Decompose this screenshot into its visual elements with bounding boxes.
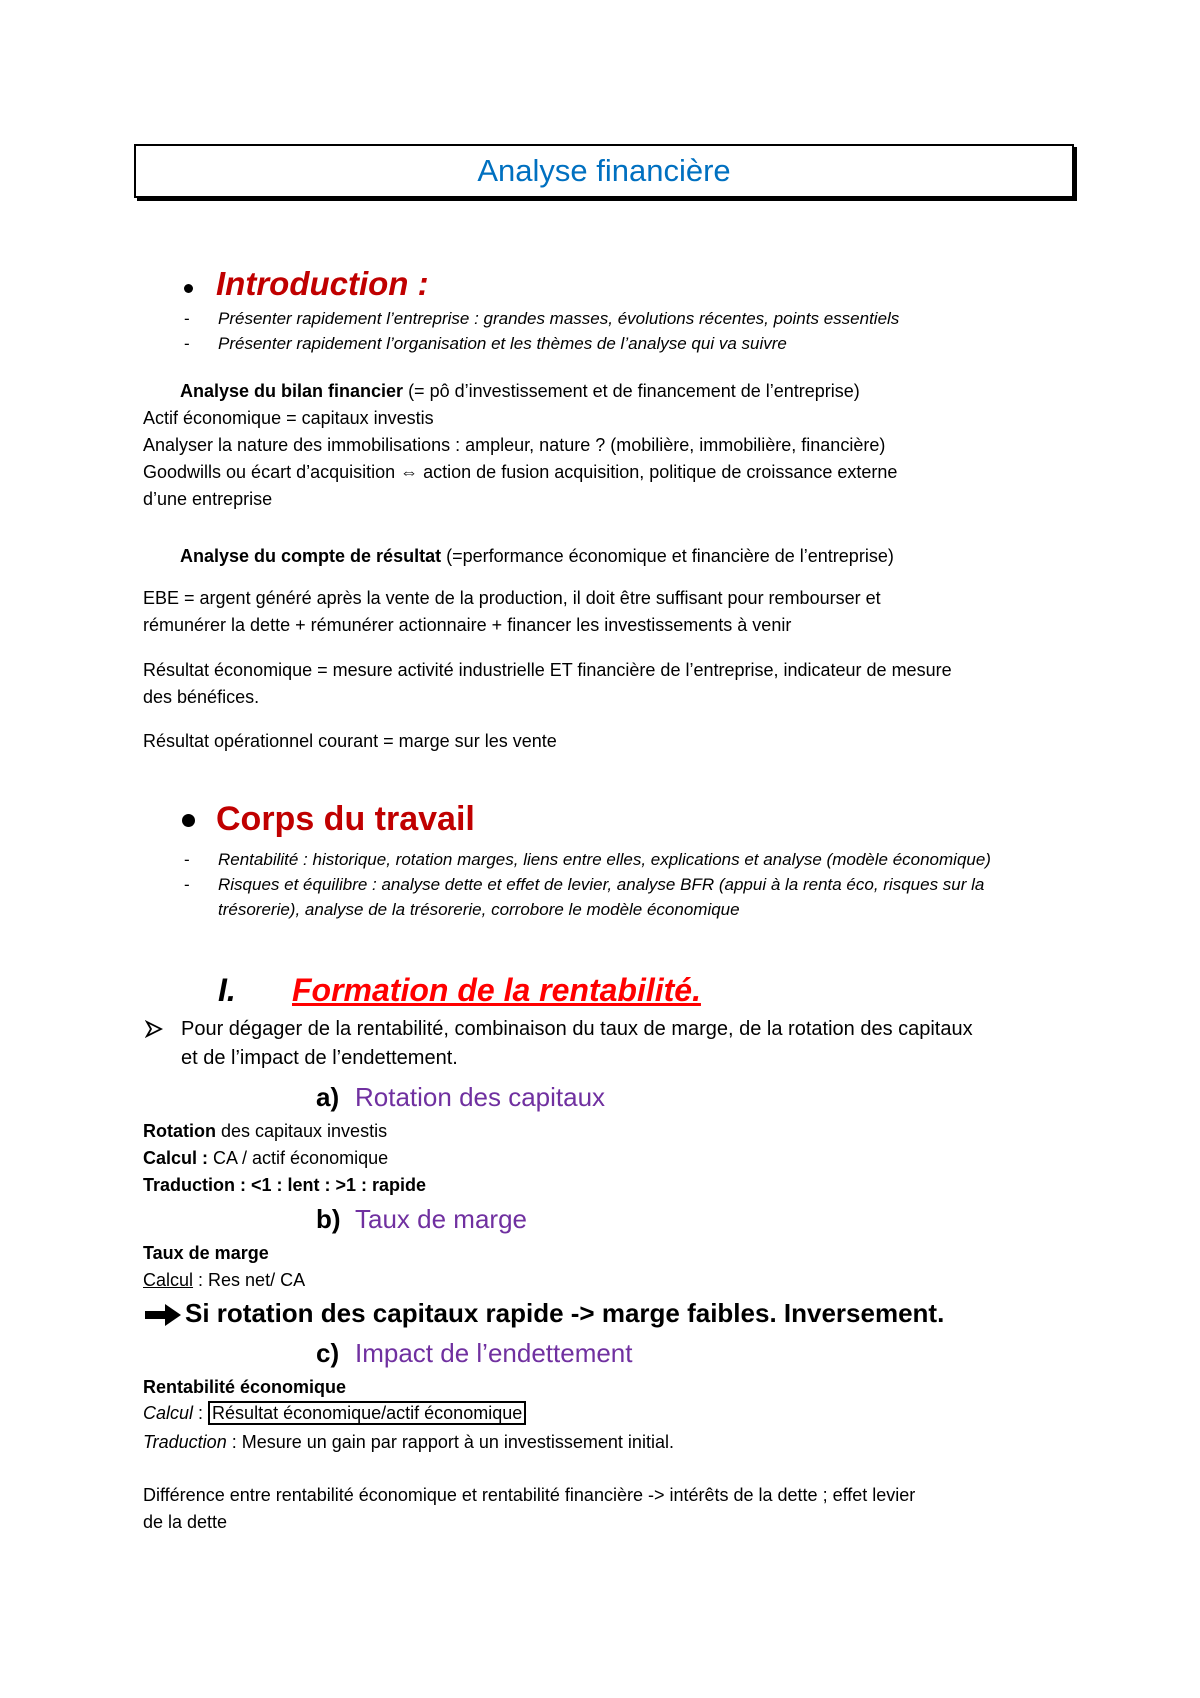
- sub-c-diff-b: de la dette: [143, 1512, 228, 1532]
- corps-item-2b: trésorerie), analyse de la trésorerie, corrobore le modèle économique: [218, 900, 740, 919]
- sub-c-calc-colon: :: [193, 1403, 209, 1423]
- bilan-heading-rest: (= pô d’investissement et de financement de l’entreprise): [403, 381, 860, 401]
- sub-a-title: Rotation des capitaux: [355, 1082, 606, 1112]
- bullet-icon: [182, 814, 195, 827]
- section-title: Formation de la rentabilité.: [292, 972, 701, 1008]
- sub-a-line-3: Traduction : <1 : lent : >1 : rapide: [143, 1175, 427, 1195]
- bilan-line-3a: Goodwills ou écart d’acquisition ⇔ action de fusion acquisition, politique de croissance externe: [143, 462, 898, 482]
- bilan-line-1: Actif économique = capitaux investis: [143, 408, 434, 428]
- sub-c-trad-label: Traduction: [143, 1432, 227, 1452]
- sub-b-calc-rest: : Res net/ CA: [193, 1270, 306, 1290]
- sub-c-calc-label: Calcul: [143, 1403, 194, 1423]
- sub-a-line-1: [143, 1121, 387, 1142]
- dash-icon: -: [184, 875, 190, 894]
- sub-b-line-1: Taux de marge: [143, 1243, 269, 1263]
- section-intro-a: Pour dégager de la rentabilité, combinaison du taux de marge, de la rotation des capitaux: [181, 1018, 973, 1040]
- sub-a-letter: a): [316, 1082, 340, 1112]
- sub-c-letter: c): [316, 1338, 340, 1368]
- intro-item-2: Présenter rapidement l’organisation et les thèmes de l’analyse qui va suivre: [218, 334, 787, 353]
- sub-c-line-1: Rentabilité économique: [143, 1377, 347, 1397]
- sub-a-line-2: [143, 1148, 388, 1169]
- res-eco-line-a: Résultat économique = mesure activité industrielle ET financière de l’entreprise, indicateur de mesure: [143, 660, 952, 680]
- compte-heading-bold: Analyse du compte de résultat: [180, 546, 442, 566]
- sub-c-title: Impact de l’endettement: [355, 1338, 633, 1368]
- sub-a-line-2-rest: CA / actif économique: [208, 1148, 389, 1168]
- bilan-line-3b: d’une entreprise: [143, 489, 273, 509]
- title-box: [134, 144, 1074, 198]
- bilan-line-2: Analyser la nature des immobilisations : ampleur, nature ? (mobilière, immobilière, financière): [143, 435, 886, 455]
- sub-b-letter: b): [316, 1204, 341, 1234]
- sub-c-trad: [143, 1432, 674, 1453]
- sub-a-line-1-rest: des capitaux investis: [215, 1121, 388, 1141]
- sub-b-conclusion: Si rotation des capitaux rapide -> marge faibles. Inversement.: [185, 1298, 945, 1328]
- sub-a-line-1-bold: Rotation: [143, 1121, 216, 1141]
- arrowhead-icon: [145, 1020, 163, 1043]
- sub-c-diff-a: Différence entre rentabilité économique et rentabilité financière -> intérêts de la dette ; effet levier: [143, 1485, 916, 1505]
- sub-c-calc-framed: Résultat économique/actif économique: [208, 1401, 526, 1425]
- roc-line: Résultat opérationnel courant = marge sur les vente: [143, 731, 557, 751]
- ebe-line-a: EBE = argent généré après la vente de la production, il doit être suffisant pour rembourser et: [143, 588, 881, 608]
- section-intro-b: et de l’impact de l’endettement.: [181, 1047, 458, 1069]
- sub-c-calc: [143, 1403, 526, 1424]
- ebe-line-b: rémunérer la dette + rémunérer actionnaire + financer les investissements à venir: [143, 615, 792, 635]
- bilan-heading-bold: Analyse du bilan financier: [180, 381, 404, 401]
- bilan-heading: [180, 381, 860, 402]
- sub-a-line-2-bold: Calcul :: [143, 1148, 209, 1168]
- sub-b-calc-label: Calcul: [143, 1270, 194, 1290]
- corps-item-1: Rentabilité : historique, rotation marges, liens entre elles, explications et analyse (modèle économique): [218, 850, 991, 869]
- arrow-right-icon: [143, 1302, 183, 1333]
- sub-b-line-2: [143, 1270, 305, 1291]
- corps-item-2a: Risques et équilibre : analyse dette et effet de levier, analyse BFR (appui à la renta éco, risques sur la: [218, 875, 985, 894]
- page-title: Analyse financière: [477, 153, 731, 188]
- intro-heading: Introduction :: [216, 265, 429, 302]
- sub-c-trad-rest: : Mesure un gain par rapport à un investissement initial.: [226, 1432, 674, 1452]
- sub-b-title: Taux de marge: [355, 1204, 527, 1234]
- intro-item-1: Présenter rapidement l’entreprise : grandes masses, évolutions récentes, points essentiels: [218, 309, 900, 328]
- dash-icon: -: [184, 334, 190, 353]
- dash-icon: -: [184, 850, 190, 869]
- corps-heading: Corps du travail: [216, 800, 475, 838]
- res-eco-line-b: des bénéfices.: [143, 687, 260, 707]
- section-numeral: I.: [218, 972, 236, 1008]
- dash-icon: -: [184, 309, 190, 328]
- compte-heading: [180, 546, 894, 567]
- bullet-icon: [184, 284, 193, 293]
- compte-heading-rest: (=performance économique et financière de l’entreprise): [441, 546, 894, 566]
